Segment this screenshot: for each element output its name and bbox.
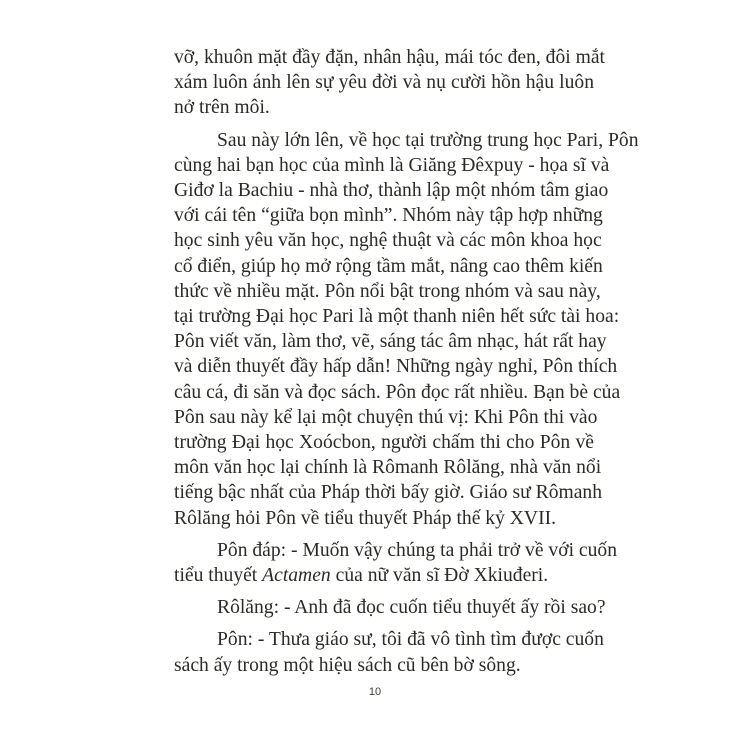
text-line: câu cá, đi săn và đọc sách. Pôn đọc rất nhiều. Bạn bè của <box>174 381 621 403</box>
book-title: Actamen <box>262 565 331 587</box>
text-line: tại trường Đại học Pari là một thanh niên hết sức tài hoa: <box>174 306 620 328</box>
text-line: sách ấy trong một hiệu sách cũ bên bờ sông. <box>174 654 521 676</box>
page-number: 10 <box>368 686 382 698</box>
paragraph-4 <box>174 595 606 620</box>
paragraph-2 <box>174 128 639 531</box>
text-line: Giđơ la Bachiu - nhà thơ, thành lập một nhóm tâm giao <box>174 180 609 202</box>
text-line: học sinh yêu văn học, nghệ thuật và các môn khoa học <box>174 230 602 252</box>
text-line: Rôlăng hỏi Pôn về tiểu thuyết Pháp thế kỷ XVII. <box>174 507 557 529</box>
text-line: Pôn sau này kể lại một chuyện thú vị: Khi Pôn thi vào <box>174 406 598 428</box>
text-line: tiếng bậc nhất của Pháp thời bấy giờ. Giáo sư Rômanh <box>174 482 603 504</box>
text-line: cổ điển, giúp họ mở rộng tầm mắt, nâng cao thêm kiến <box>174 255 603 277</box>
text-line: Sau này lớn lên, về học tại trường trung học Pari, Pôn <box>217 129 639 151</box>
text-line: Pôn viết văn, làm thơ, vẽ, sáng tác âm nhạc, hát rất hay <box>174 331 607 353</box>
text-line: xám luôn ánh lên sự yêu đời và nụ cười hồn hậu luôn <box>174 72 594 94</box>
text-line: Rôlăng: - Anh đã đọc cuốn tiểu thuyết ấy rồi sao? <box>217 597 606 619</box>
text-line: và diễn thuyết đầy hấp dẫn! Những ngày nghỉ, Pôn thích <box>174 356 618 378</box>
paragraph-5 <box>174 627 604 677</box>
text-line: trường Đại học Xoócbon, người chấm thi cho Pôn về <box>174 432 594 454</box>
text-line: nở trên môi. <box>174 97 270 119</box>
body-text <box>174 45 639 678</box>
text-segment: tiểu thuyết <box>174 565 263 587</box>
text-line: môn văn học lại chính là Rômanh Rôlăng, nhà văn nổi <box>174 457 602 479</box>
text-line: cùng hai bạn học của mình là Giăng Đêxpuy - họa sĩ và <box>174 154 610 176</box>
paragraph-3 <box>174 538 618 588</box>
text-line <box>174 563 594 588</box>
text-line: vỡ, khuôn mặt đầy đặn, nhân hậu, mái tóc đen, đôi mắt <box>174 47 605 68</box>
text-line: Pôn đáp: - Muốn vậy chúng ta phải trở về với cuốn <box>217 539 618 561</box>
text-line: Pôn: - Thưa giáo sư, tôi đã vô tình tìm được cuốn <box>217 629 604 651</box>
paragraph-1 <box>174 45 605 121</box>
text-line: thức về nhiều mặt. Pôn nổi bật trong nhóm và sau này, <box>174 280 601 302</box>
text-line: với cái tên “giữa bọn mình”. Nhóm này tập hợp những <box>174 205 603 227</box>
text-segment: của nữ văn sĩ Đờ Xkiuđeri. <box>330 565 549 587</box>
